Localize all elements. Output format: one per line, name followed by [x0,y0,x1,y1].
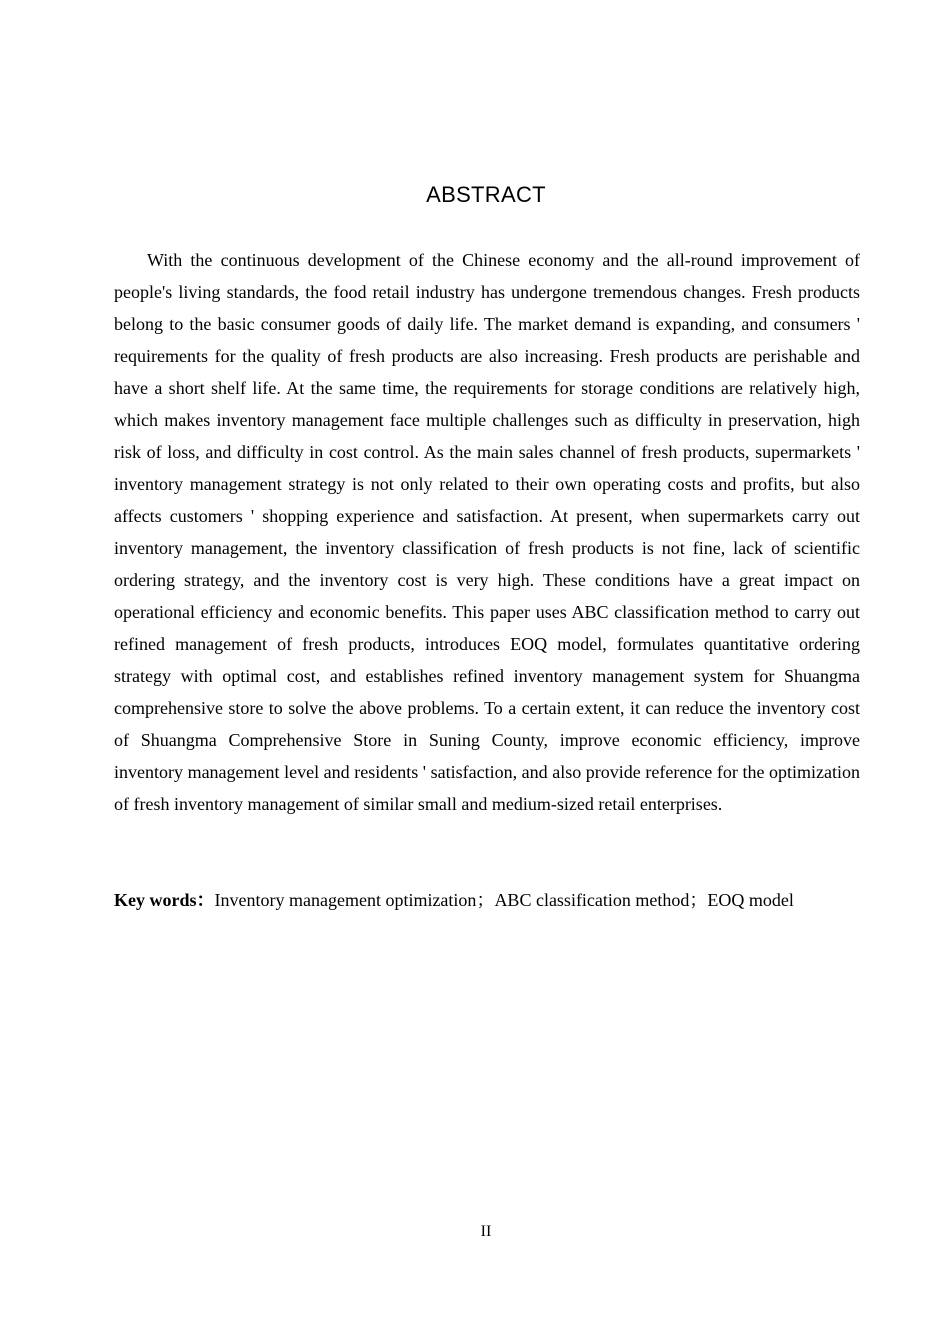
page-number: II [480,1223,492,1240]
keyword-item: Inventory management optimization [214,890,477,910]
keywords-line [114,884,860,916]
keywords-label: Key words： [114,890,215,910]
keyword-separator: ； [476,890,495,910]
keyword-item: ABC classification method [494,890,690,910]
keyword-item: EOQ model [707,890,794,910]
abstract-paragraph: With the continuous development of the Chinese economy and the all-round improvement of people's living standards, the food retail industry has undergone tremendous changes. Fresh products belong to the basic consumer goods of daily life. The market demand is expanding, and consumers ' requirements for the quality of fresh products are also increasing. Fresh products are perishable and have a short shelf life. At the same time, the requirements for storage conditions are relatively high, which makes inventory management face multiple challenges such as difficulty in preservation, high risk of loss, and difficulty in cost control. As the main sales channel of fresh products, supermarkets ' inventory management strategy is not only related to their own operating costs and profits, but also affects customers ' shopping experience and satisfaction. At present, when supermarkets carry out inventory management, the inventory classification of fresh products is not fine, lack of scientific ordering strategy, and the inventory cost is very high. These conditions have a great impact on operational efficiency and economic benefits. This paper uses ABC classification method to carry out refined management of fresh products, introduces EOQ model, formulates quantitative ordering strategy with optimal cost, and establishes refined inventory management system for Shuangma comprehensive store to solve the above problems. To a certain extent, it can reduce the inventory cost of Shuangma Comprehensive Store in Suning County, improve economic efficiency, improve inventory management level and residents ' satisfaction, and also provide reference for the optimization of fresh inventory management of similar small and medium-sized retail enterprises. [114,250,860,814]
abstract-title: ABSTRACT [426,182,546,207]
keyword-separator: ； [689,890,708,910]
